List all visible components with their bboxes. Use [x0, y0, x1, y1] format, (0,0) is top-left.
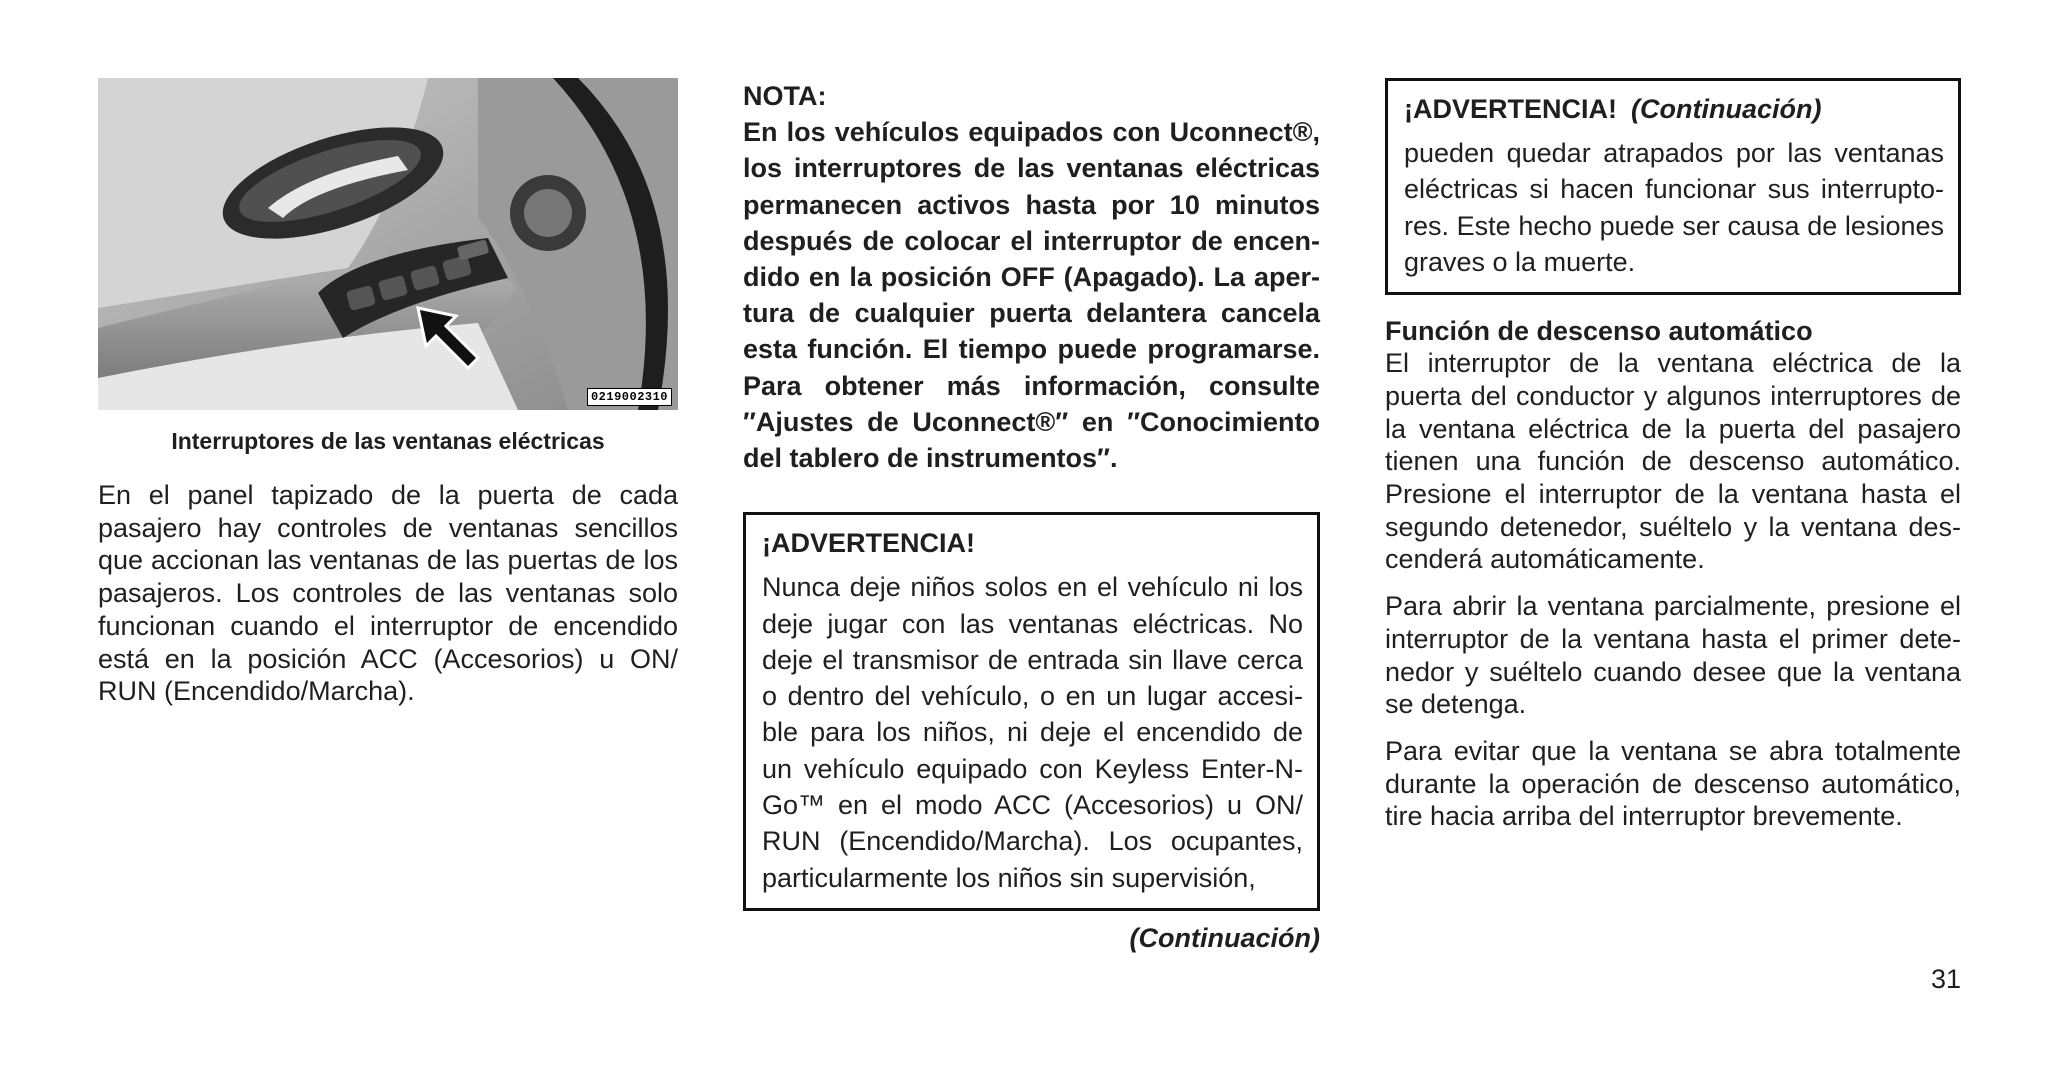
middle-column — [743, 78, 1320, 954]
warning-continued-box — [1385, 78, 1961, 295]
door-panel-illustration — [98, 78, 678, 410]
note-text: En los vehículos equipados con Uconnect®, los interruptores de las ventanas eléctricas permanecen activos hasta por 10 minutos después de colocar el interruptor de encendido en la posición OFF (Apagado). La apertura de cualquier puerta delantera cancela esta función. El tiempo puede programarse. Para obtener más información, consulte ″Ajustes de Uconnect®″ en ″Conocimiento del tablero de instrumentos″. — [743, 117, 1320, 474]
continued-label: (Continuación) — [1129, 922, 1320, 953]
right-paragraph-2: Para abrir la ventana parcialmente, presione el interruptor de la ventana hasta el primer detenedor y suéltelo cuando desee que la ventana se detenga. — [1385, 591, 1961, 720]
image-id-label: 0219002310 — [587, 388, 672, 406]
page-number: 31 — [1930, 964, 1961, 994]
figure-caption: Interruptores de las ventanas eléctricas — [171, 428, 605, 454]
warning-box — [743, 512, 1320, 911]
window-switches-photo — [98, 78, 678, 410]
warning-continued-title — [1404, 91, 1944, 127]
warning-continued-text: pueden quedar atrapados por las ventanas eléctricas si hacen funcionar sus interruptores. Este hecho puede ser causa de lesiones graves o la muerte. — [1404, 138, 1944, 277]
right-column — [1385, 78, 1961, 847]
right-paragraph-1: El interruptor de la ventana eléctrica de la puerta del conductor y algunos interruptores de la ventana eléctrica de la puerta del pasajero tienen una función de descenso automático. Presione el interruptor de la ventana hasta el segundo detenedor, suéltelo y la ventana descenderá automáticamente. — [1385, 348, 1961, 575]
right-paragraph-3: Para evitar que la ventana se abra totalmente durante la operación de descenso automático, tire hacia arriba del interruptor brevemente. — [1385, 735, 1961, 832]
warning-text: Nunca deje niños solos en el vehículo ni los deje jugar con las ventanas eléctricas. No deje el transmisor de entrada sin llave cerca o dentro del vehículo, o en un lugar accesible para los niños, ni deje el encendido de un vehículo equipado con Keyless Enter-N-Go™ en el modo ACC (Accesorios) u ON/​RUN (Encendido/Marcha). Los ocupantes, particularmente los niños sin supervisión, — [762, 572, 1303, 893]
warning-continued-label: (Continuación) — [1631, 94, 1822, 124]
left-paragraph: En el panel tapizado de la puerta de cada pasajero hay controles de ventanas sencillos que accionan las ventanas de las puertas de los pasajeros. Los controles de las ventanas solo funcionan cuando el interruptor de encendido está en la posición ACC (Accesorios) u ON/​RUN (Encendido/Marcha). — [98, 480, 678, 707]
warning-title: ¡ADVERTENCIA! — [762, 528, 975, 559]
note-heading: NOTA: — [743, 81, 827, 111]
section-heading: Función de descenso automático — [1385, 316, 1813, 347]
left-column — [98, 78, 678, 722]
warning-title: ¡ADVERTENCIA! — [1404, 94, 1617, 124]
